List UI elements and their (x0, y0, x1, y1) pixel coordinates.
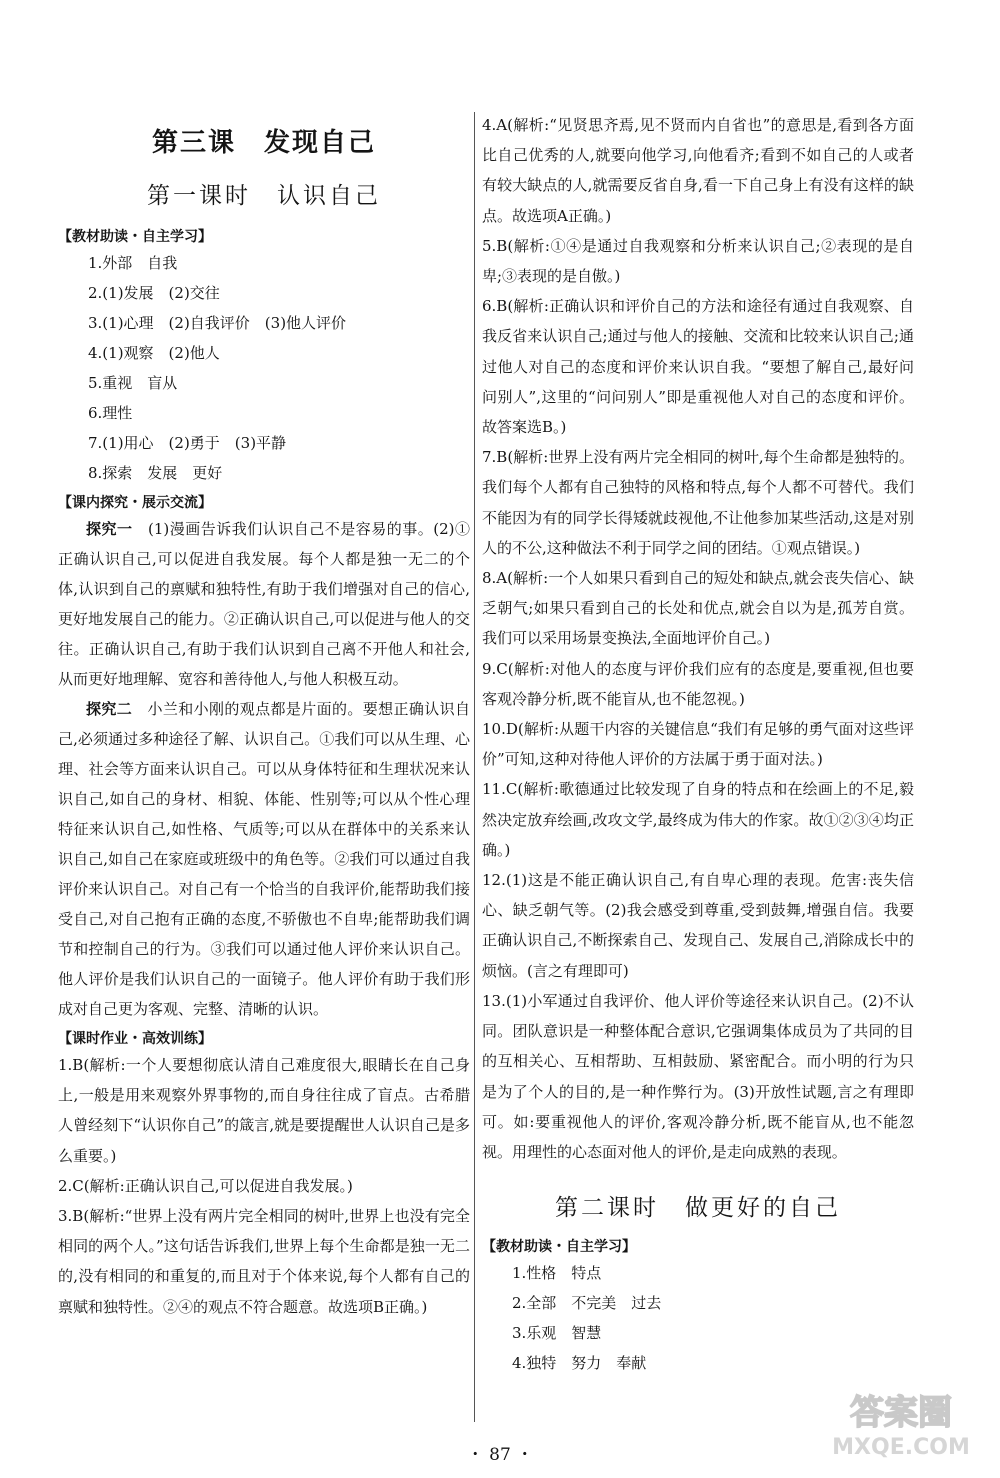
answer-item: 13.(1)小军通过自我评价、他人评价等途径来认识自己。(2)不认同。团队意识是一种整体配合意识,它强调集体成员为了共同的目的互相关心、互相帮助、互相鼓励、紧密配合。而小明的行为只是为了个人的目的,是一种作弊行为。(3)开放性试题,言之有理即可。如:要重视他人的评价,客观冷静分析,既不能盲从,也不能忽视。用理性的心态面对他人的评价,是走向成熟的表现。 (482, 991, 914, 1161)
answer-item: 3.B(解析:“世界上没有两片完全相同的树叶,世界上也没有完全相同的两个人。”这句话告诉我们,世界上每个生命都是独一无二的,没有相同的和重复的,而且对于个体来说,每个人都有自己的禀赋和独特性。②④的观点不符合题意。故选项B正确。) (58, 1207, 470, 1316)
section-heading-homework: 【课时作业・高效训练】 (58, 1031, 212, 1047)
list-item: 3.(1)心理 (2)自我评价 (3)他人评价 (88, 314, 347, 332)
explore-two (58, 694, 470, 1024)
explore-one-lead: 探究一 (86, 520, 133, 538)
period-title-1: 第一课时 认识自己 (147, 183, 381, 209)
section-heading-self-study-2: 【教材助读・自主学习】 (482, 1239, 636, 1256)
answer-item: 4.A(解析:“见贤思齐焉,见不贤而内自省也”的意思是,看到各方面比自己优秀的人,就要向他学习,向他看齐;看到不如自己的人或者有较大缺点的人,就需要反省自身,看一下自己身上有没有这样的缺点。故选项A正确。) (482, 116, 914, 225)
explore-one (58, 514, 470, 694)
list-item: 4.(1)观察 (2)他人 (88, 344, 220, 362)
right-column (482, 110, 914, 1378)
list-item: 6.理性 (88, 404, 133, 422)
explore-two-text: 小兰和小刚的观点都是片面的。要想正确认识自己,必须通过多种途径了解、认识自己。①我们可以从生理、心理、社会等方面来认识自己。可以从身体特征和生理状况来认识自己,如自己的身材、相貌、体能、性别等;可以从个性心理特征来认识自己,如性格、气质等;可以从在群体中的关系来认识自己,如自己在家庭或班级中的角色等。②我们可以通过自我评价来认识自己。对自己有一个恰当的自我评价,能帮助我们接受自己,对自己抱有正确的态度,不骄傲也不自卑;能帮助我们调节和控制自己的行为。③我们可以通过他人评价来认识自己。他人评价是我们认识自己的一面镜子。他人评价有助于我们形成对自己更为客观、完整、清晰的认识。 (58, 700, 470, 1018)
section-heading-self-study: 【教材助读・自主学习】 (58, 229, 212, 245)
list-item: 5.重视 盲从 (88, 374, 178, 392)
list-item: 1.性格 特点 (512, 1264, 602, 1283)
answer-item: 11.C(解析:歌德通过比较发现了自身的特点和在绘画上的不足,毅然决定放弃绘画,改攻文学,最终成为伟大的作家。故①②③④均正确。) (482, 780, 914, 859)
list-item: 3.乐观 智慧 (512, 1324, 602, 1343)
period-title-2: 第二课时 做更好的自己 (555, 1195, 841, 1222)
explore-one-text: (1)漫画告诉我们认识自己不是容易的事。(2)①正确认识自己,可以促进自我发展。每个人都是独一无二的个体,认识到自己的禀赋和独特性,有助于我们增强对自己的信心,更好地发展自己的能力。②正确认识自己,可以促进与他人的交往。正确认识自己,有助于我们认识到自己离不开他人和社会,从而更好地理解、宽容和善待他人,与他人积极互动。 (58, 520, 470, 688)
explore-two-lead: 探究二 (86, 700, 133, 718)
watermark-text: 答案圈 (850, 1393, 952, 1433)
list-item: 2.全部 不完美 过去 (512, 1294, 662, 1313)
answer-item: 1.B(解析:一个人要想彻底认清自己难度很大,眼睛长在自己身上,一般是用来观察外界事物的,而自身往往成了盲点。古希腊人曾经刻下“认识你自己”的箴言,就是要提醒世人认识自己是多么重要。) (58, 1056, 470, 1165)
answer-item: 7.B(解析:世界上没有两片完全相同的树叶,每个生命都是独特的。我们每个人都有自己独特的风格和特点,每个人都不可替代。我们不能因为有的同学长得矮就歧视他,不让他参加某些活动,这是对别人的不公,这种做法不利于同学之间的团结。①观点错误。) (482, 448, 914, 557)
answer-item: 9.C(解析:对他人的态度与评价我们应有的态度是,要重视,但也要客观冷静分析,既不能盲从,也不能忽视。) (482, 659, 914, 708)
list-item: 4.独特 努力 奉献 (512, 1354, 647, 1373)
watermark-url: MXQE.COM (832, 1435, 970, 1460)
column-divider (474, 112, 475, 1422)
section-heading-explore: 【课内探究・展示交流】 (58, 495, 212, 511)
lesson-title: 第三课 发现自己 (151, 128, 376, 158)
answer-item: 6.B(解析:正确认识和评价自己的方法和途径有通过自我观察、自我反省来认识自己;通过与他人的接触、交流和比较来认识自己;通过他人对自己的态度和评价来认识自我。“要想了解自己,最好问问别人”,这里的“问问别人”即是重视他人对自己的态度和评价。故答案选B。) (482, 297, 914, 437)
self-study-list-2 (482, 1258, 914, 1378)
list-item: 1.外部 自我 (88, 254, 178, 272)
answer-item: 5.B(解析:①④是通过自我观察和分析来认识自己;②表现的是自卑;③表现的是自傲。) (482, 236, 914, 286)
left-column (58, 110, 470, 1322)
list-item: 8.探索 发展 更好 (88, 464, 223, 482)
self-study-list (58, 248, 470, 488)
answer-item: 12.(1)这是不能正确认识自己,有自卑心理的表现。危害:丧失信心、缺乏朝气等。(2)我会感受到尊重,受到鼓舞,增强自信。我要正确认识自己,不断探索自己、发现自己、发展自己,消除成长中的烦恼。(言之有理即可) (482, 871, 914, 980)
answer-item: 10.D(解析:从题干内容的关键信息“我们有足够的勇气面对这些评价”可知,这种对待他人评价的方法属于勇于面对法。) (482, 720, 914, 769)
list-item: 7.(1)用心 (2)勇于 (3)平静 (88, 434, 287, 452)
answer-item: 2.C(解析:正确认识自己,可以促进自我发展。) (58, 1176, 353, 1195)
watermark-logo (816, 1384, 986, 1462)
answer-item: 8.A(解析:一个人如果只看到自己的短处和缺点,就会丧失信心、缺乏朝气;如果只看到自己的长处和优点,就会自以为是,孤芳自赏。我们可以采用场景变换法,全面地评价自己。) (482, 569, 914, 648)
page-number: ・ 87 ・ (466, 1445, 534, 1465)
list-item: 2.(1)发展 (2)交往 (88, 284, 220, 302)
